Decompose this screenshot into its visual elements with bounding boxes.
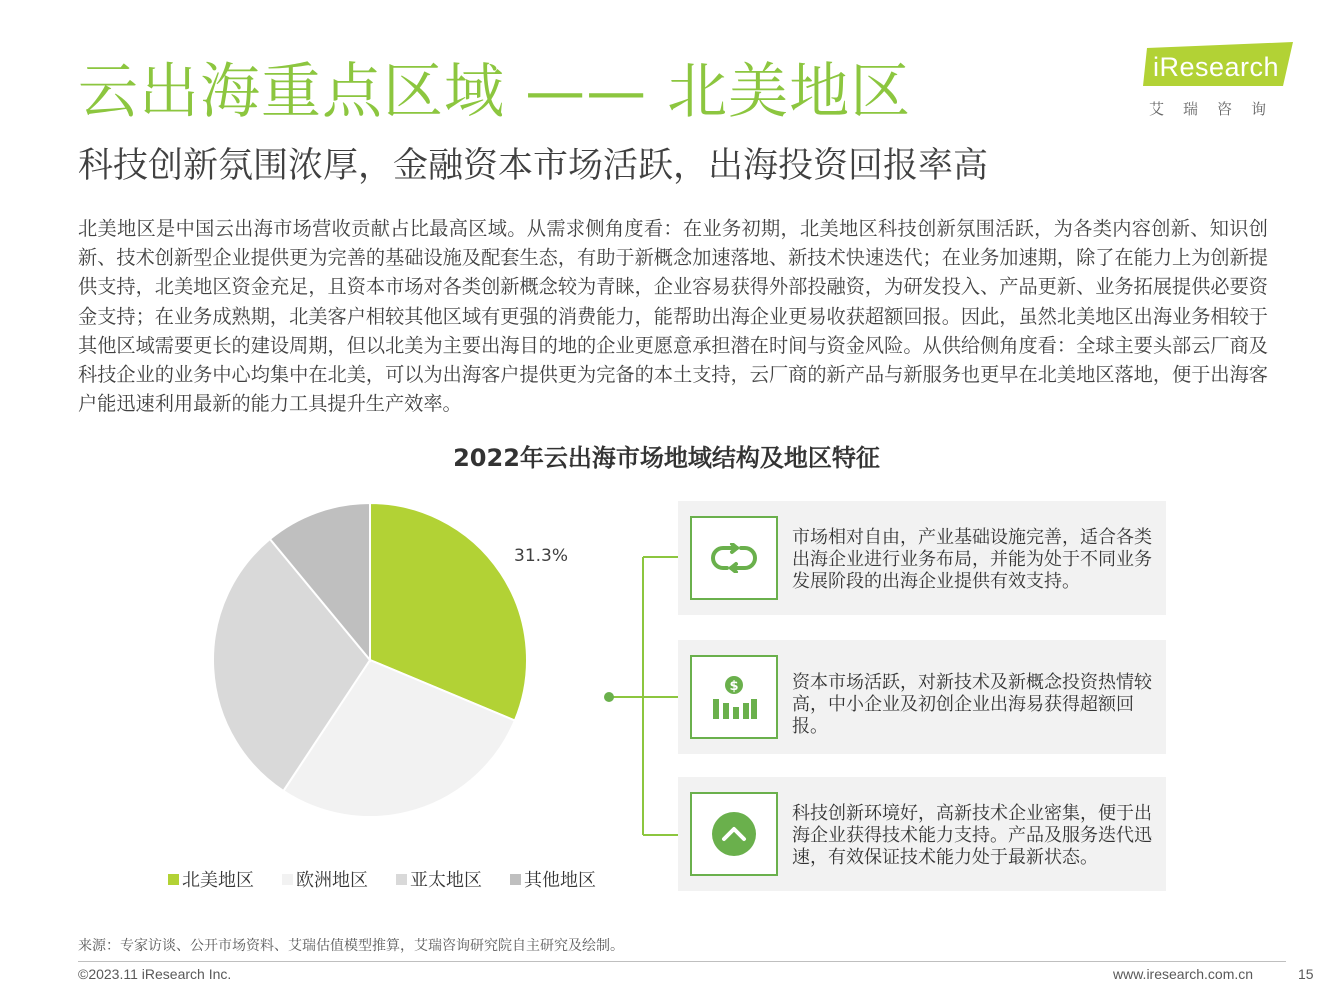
source-note: 来源：专家访谈、公开市场资料、艾瑞估值模型推算，艾瑞咨询研究院自主研究及绘制。 [78,938,624,954]
page-subtitle: 科技创新氛围浓厚，金融资本市场活跃，出海投资回报率高 [78,146,989,186]
legend-label: 欧洲地区 [296,870,368,891]
legend-item [168,866,254,892]
exchange-arrows-icon [690,516,778,600]
legend-swatch [168,874,179,885]
feature-text: 资本市场活跃，对新技术及新概念投资热情较高，中小企业及初创企业出海易获得超额回报。 [792,672,1152,737]
page-title: 云出海重点区域 —— 北美地区 [78,57,912,127]
iresearch-logo [1143,42,1303,122]
chart-legend [168,866,624,892]
website-link[interactable]: www.iresearch.com.cn [1113,966,1254,982]
legend-item [510,866,596,892]
legend-swatch [510,874,521,885]
dollar-bars-icon [690,655,778,739]
data-label-north-america: 31.3% [514,546,569,566]
legend-label: 其他地区 [524,870,596,891]
connector-dot [604,692,614,702]
chevron-up-circle-icon [690,792,778,876]
feature-text: 市场相对自由，产业基础设施完善，适合各类出海企业进行业务布局，并能为处于不同业务发展阶段的出海企业提供有效支持。 [792,527,1152,592]
svg-text:$: $ [729,679,739,694]
legend-item [396,866,482,892]
legend-label: 亚太地区 [410,870,482,891]
legend-swatch [282,874,293,885]
page-number: 15 [1298,966,1314,982]
footer-divider [78,961,1286,962]
logo-text: iResearch [1153,52,1280,82]
feature-panel-tech [678,777,1166,891]
feature-panel-capital [678,640,1166,754]
legend-swatch [396,874,407,885]
pie-chart [200,490,540,830]
legend-label: 北美地区 [182,870,254,891]
body-paragraph: 北美地区是中国云出海市场营收贡献占比最高区域。从需求侧角度看：在业务初期，北美地区科技创新氛围活跃，为各类内容创新、知识创新、技术创新型企业提供更为完善的基础设施及配套生态，有助于新概念加速落地、新技术快速迭代；在业务加速期，除了在能力上为创新提供支持，北美地区资金充足，且资本市场对各类创新概念较为青睐，企业容易获得外部投融资，为研发投入、产品更新、业务拓展提供必要资金支持；在业务成熟期，北美客户相较其他区域有更强的消费能力，能帮助出海企业更易收获超额回报。因此，虽然北美地区出海业务相较于其他区域需要更长的建设周期，但以北美为主要出海目的地的企业更愿意承担潜在时间与资金风险。从供给侧角度看：全球主要头部云厂商及科技企业的业务中心均集中在北美，可以为出海客户提供更为完备的本土支持，云厂商的新产品与新服务也更早在北美地区落地，便于出海客户能迅速利用最新的能力工具提升生产效率。 [78,217,1268,416]
copyright: ©2023.11 iResearch Inc. [78,966,232,982]
feature-text: 科技创新环境好，高新技术企业密集，便于出海企业获得技术能力支持。产品及服务迭代迅速，有效保证技术能力处于最新状态。 [792,803,1152,868]
chart-title: 2022年云出海市场地域结构及地区特征 [453,444,880,472]
legend-item [282,866,368,892]
logo-chinese: 艾瑞咨询 [1149,100,1286,118]
feature-panel-market [678,501,1166,615]
